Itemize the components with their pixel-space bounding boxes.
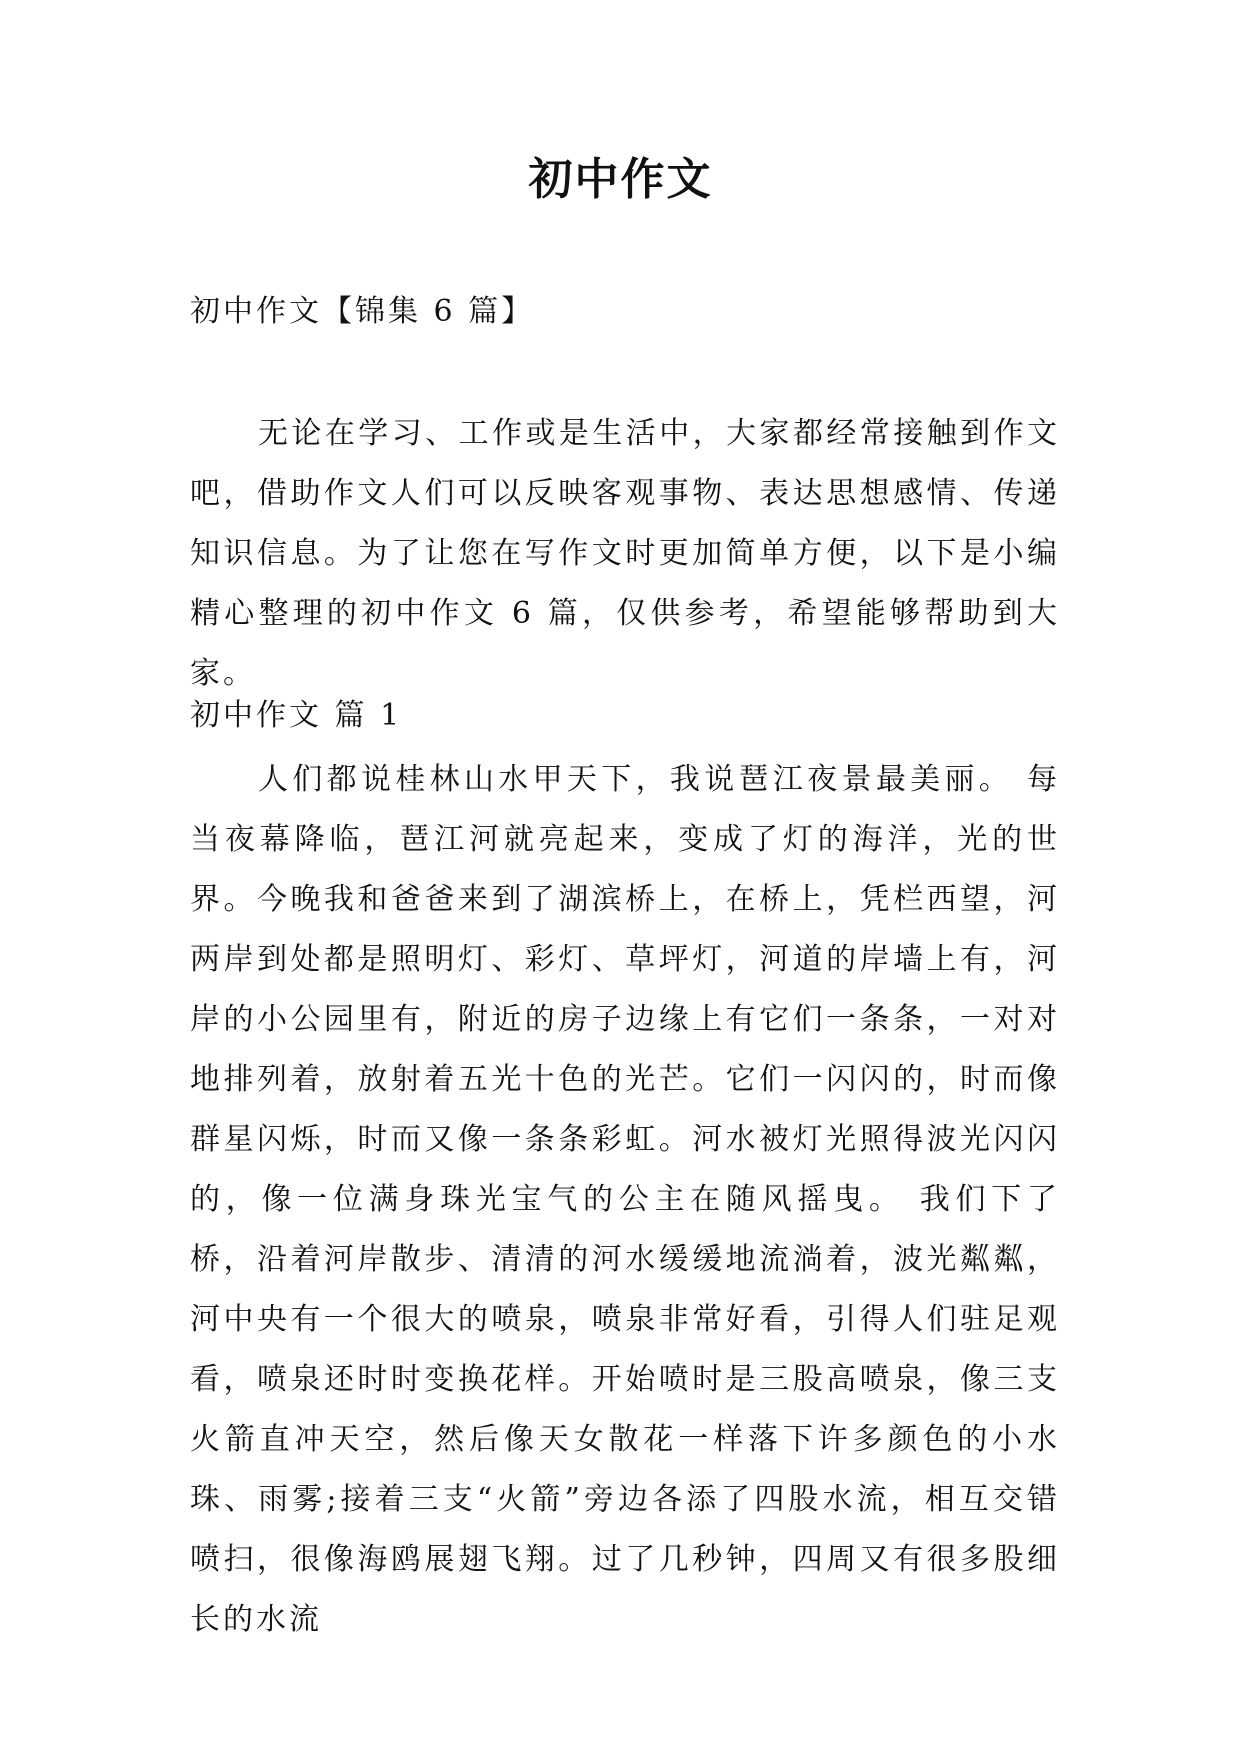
section-body-1: 人们都说桂林山水甲天下，我说琶江夜景最美丽。 每当夜幕降临，琶江河就亮起来，变成了灯的海洋，光的世界。今晚我和爸爸来到了湖滨桥上，在桥上，凭栏西望，河两岸到处都是照明灯、彩灯、草坪灯，河道的岸墙上有，河岸的小公园里有，附近的房子边缘上有它们一条条，一对对地排列着，放射着五光十色的光芒。它们一闪闪的，时而像群星闪烁，时而又像一条条彩虹。河水被灯光照得波光闪闪的，像一位满身珠光宝气的公主在随风摇曳。 我们下了桥，沿着河岸散步、清清的河水缓缓地流淌着，波光粼粼，河中央有一个很大的喷泉，喷泉非常好看，引得人们驻足观看，喷泉还时时变换花样。开始喷时是三股高喷泉，像三支火箭直冲天空，然后像天女散花一样落下许多颜色的小水珠、雨雾;接着三支“火箭”旁边各添了四股水流，相互交错喷扫，很像海鸥展翅飞翔。过了几秒钟，四周又有很多股细长的水流	[190, 762, 1060, 1637]
document-subtitle: 初中作文【锦集 6 篇】	[190, 294, 535, 329]
page-title: 初中作文	[528, 154, 713, 205]
section-heading-1: 初中作文 篇 1	[190, 698, 403, 733]
intro-paragraph: 无论在学习、工作或是生活中，大家都经常接触到作文吧，借助作文人们可以反映客观事物、表达思想感情、传递知识信息。为了让您在写作文时更加简单方便，以下是小编精心整理的初中作文 6 篇，仅供参考，希望能够帮助到大家。	[190, 416, 1060, 691]
